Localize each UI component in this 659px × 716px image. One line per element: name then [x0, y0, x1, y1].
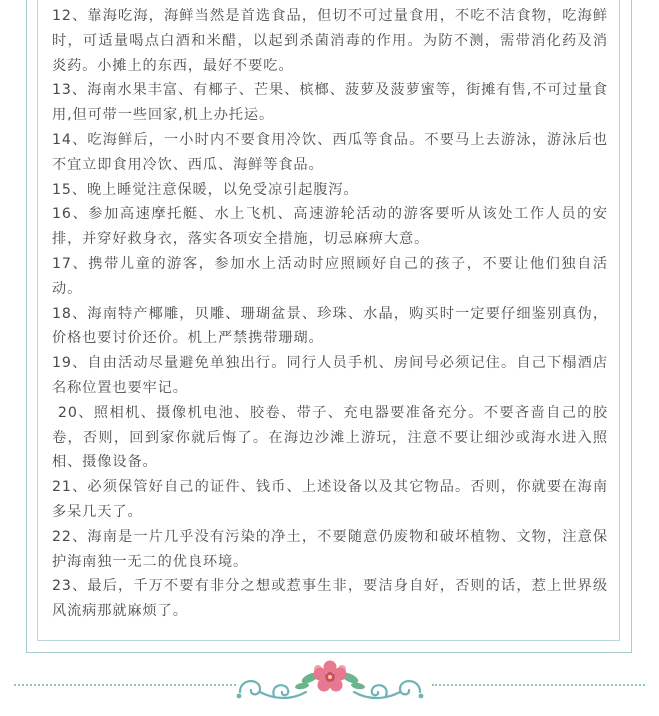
tip-20: 20、照相机、摄像机电池、胶卷、带子、充电器要准备充分。不要吝啬自己的胶卷，否则，回到家你就后悔了。在海边沙滩上游玩，注意不要让细沙或海水进入照相、摄像设备。 [52, 404, 608, 471]
tip-12: 12、靠海吃海，海鲜当然是首选食品，但切不可过量食用，不吃不洁食物，吃海鲜时，可适量喝点白酒和米醋，以起到杀菌消毒的作用。为防不测，需带消化药及消炎药。小摊上的东西，最好不要吃。 [52, 8, 608, 74]
tip-22: 22、海南是一片几乎没有污染的净土，不要随意仍废物和破坏植物、文物，注意保护海南独一无二的优良环境。 [52, 528, 608, 570]
tip-18: 18、海南特产椰雕，贝雕、珊瑚盆景、珍珠、水晶，购买时一定要仔细鉴别真伪，价格也要讨价还价。机上严禁携带珊瑚。 [52, 305, 608, 347]
tip-19: 19、自由活动尽量避免单独出行。同行人员手机、房间号必须记住。自己下榻酒店名称位置也要牢记。 [52, 355, 608, 396]
tip-16: 16、参加高速摩托艇、水上飞机、高速游轮活动的游客要听从该处工作人员的安排，并穿好救身衣，落实各项安全措施，切忌麻痹大意。 [52, 206, 608, 248]
dotted-divider-right [432, 684, 645, 686]
tip-13: 13、海南水果丰富、有椰子、芒果、槟榔、菠萝及菠萝蜜等，街摊有售,不可过量食用,但可带一些回家,机上办托运。 [52, 82, 608, 124]
floral-ornament-icon [230, 656, 430, 712]
tip-21: 21、必须保管好自己的证件、钱币、上述设备以及其它物品。否则，你就要在海南多呆几天了。 [52, 479, 608, 520]
tip-17: 17、携带儿童的游客，参加水上活动时应照顾好自己的孩子，不要让他们独自活动。 [52, 255, 608, 297]
tips-list [52, 4, 608, 624]
tip-14: 14、吃海鲜后，一小时内不要食用冷饮、西瓜等食品。不要马上去游泳，游泳后也不宜立即食用冷饮、西瓜、海鲜等食品。 [52, 131, 608, 173]
tip-15: 15、晚上睡觉注意保暖，以免受凉引起腹泻。 [52, 181, 359, 198]
dotted-divider-left [14, 684, 236, 686]
tip-23: 23、最后，千万不要有非分之想或惹事生非，要洁身自好，否则的话，惹上世界级风流病那就麻烦了。 [52, 578, 608, 620]
